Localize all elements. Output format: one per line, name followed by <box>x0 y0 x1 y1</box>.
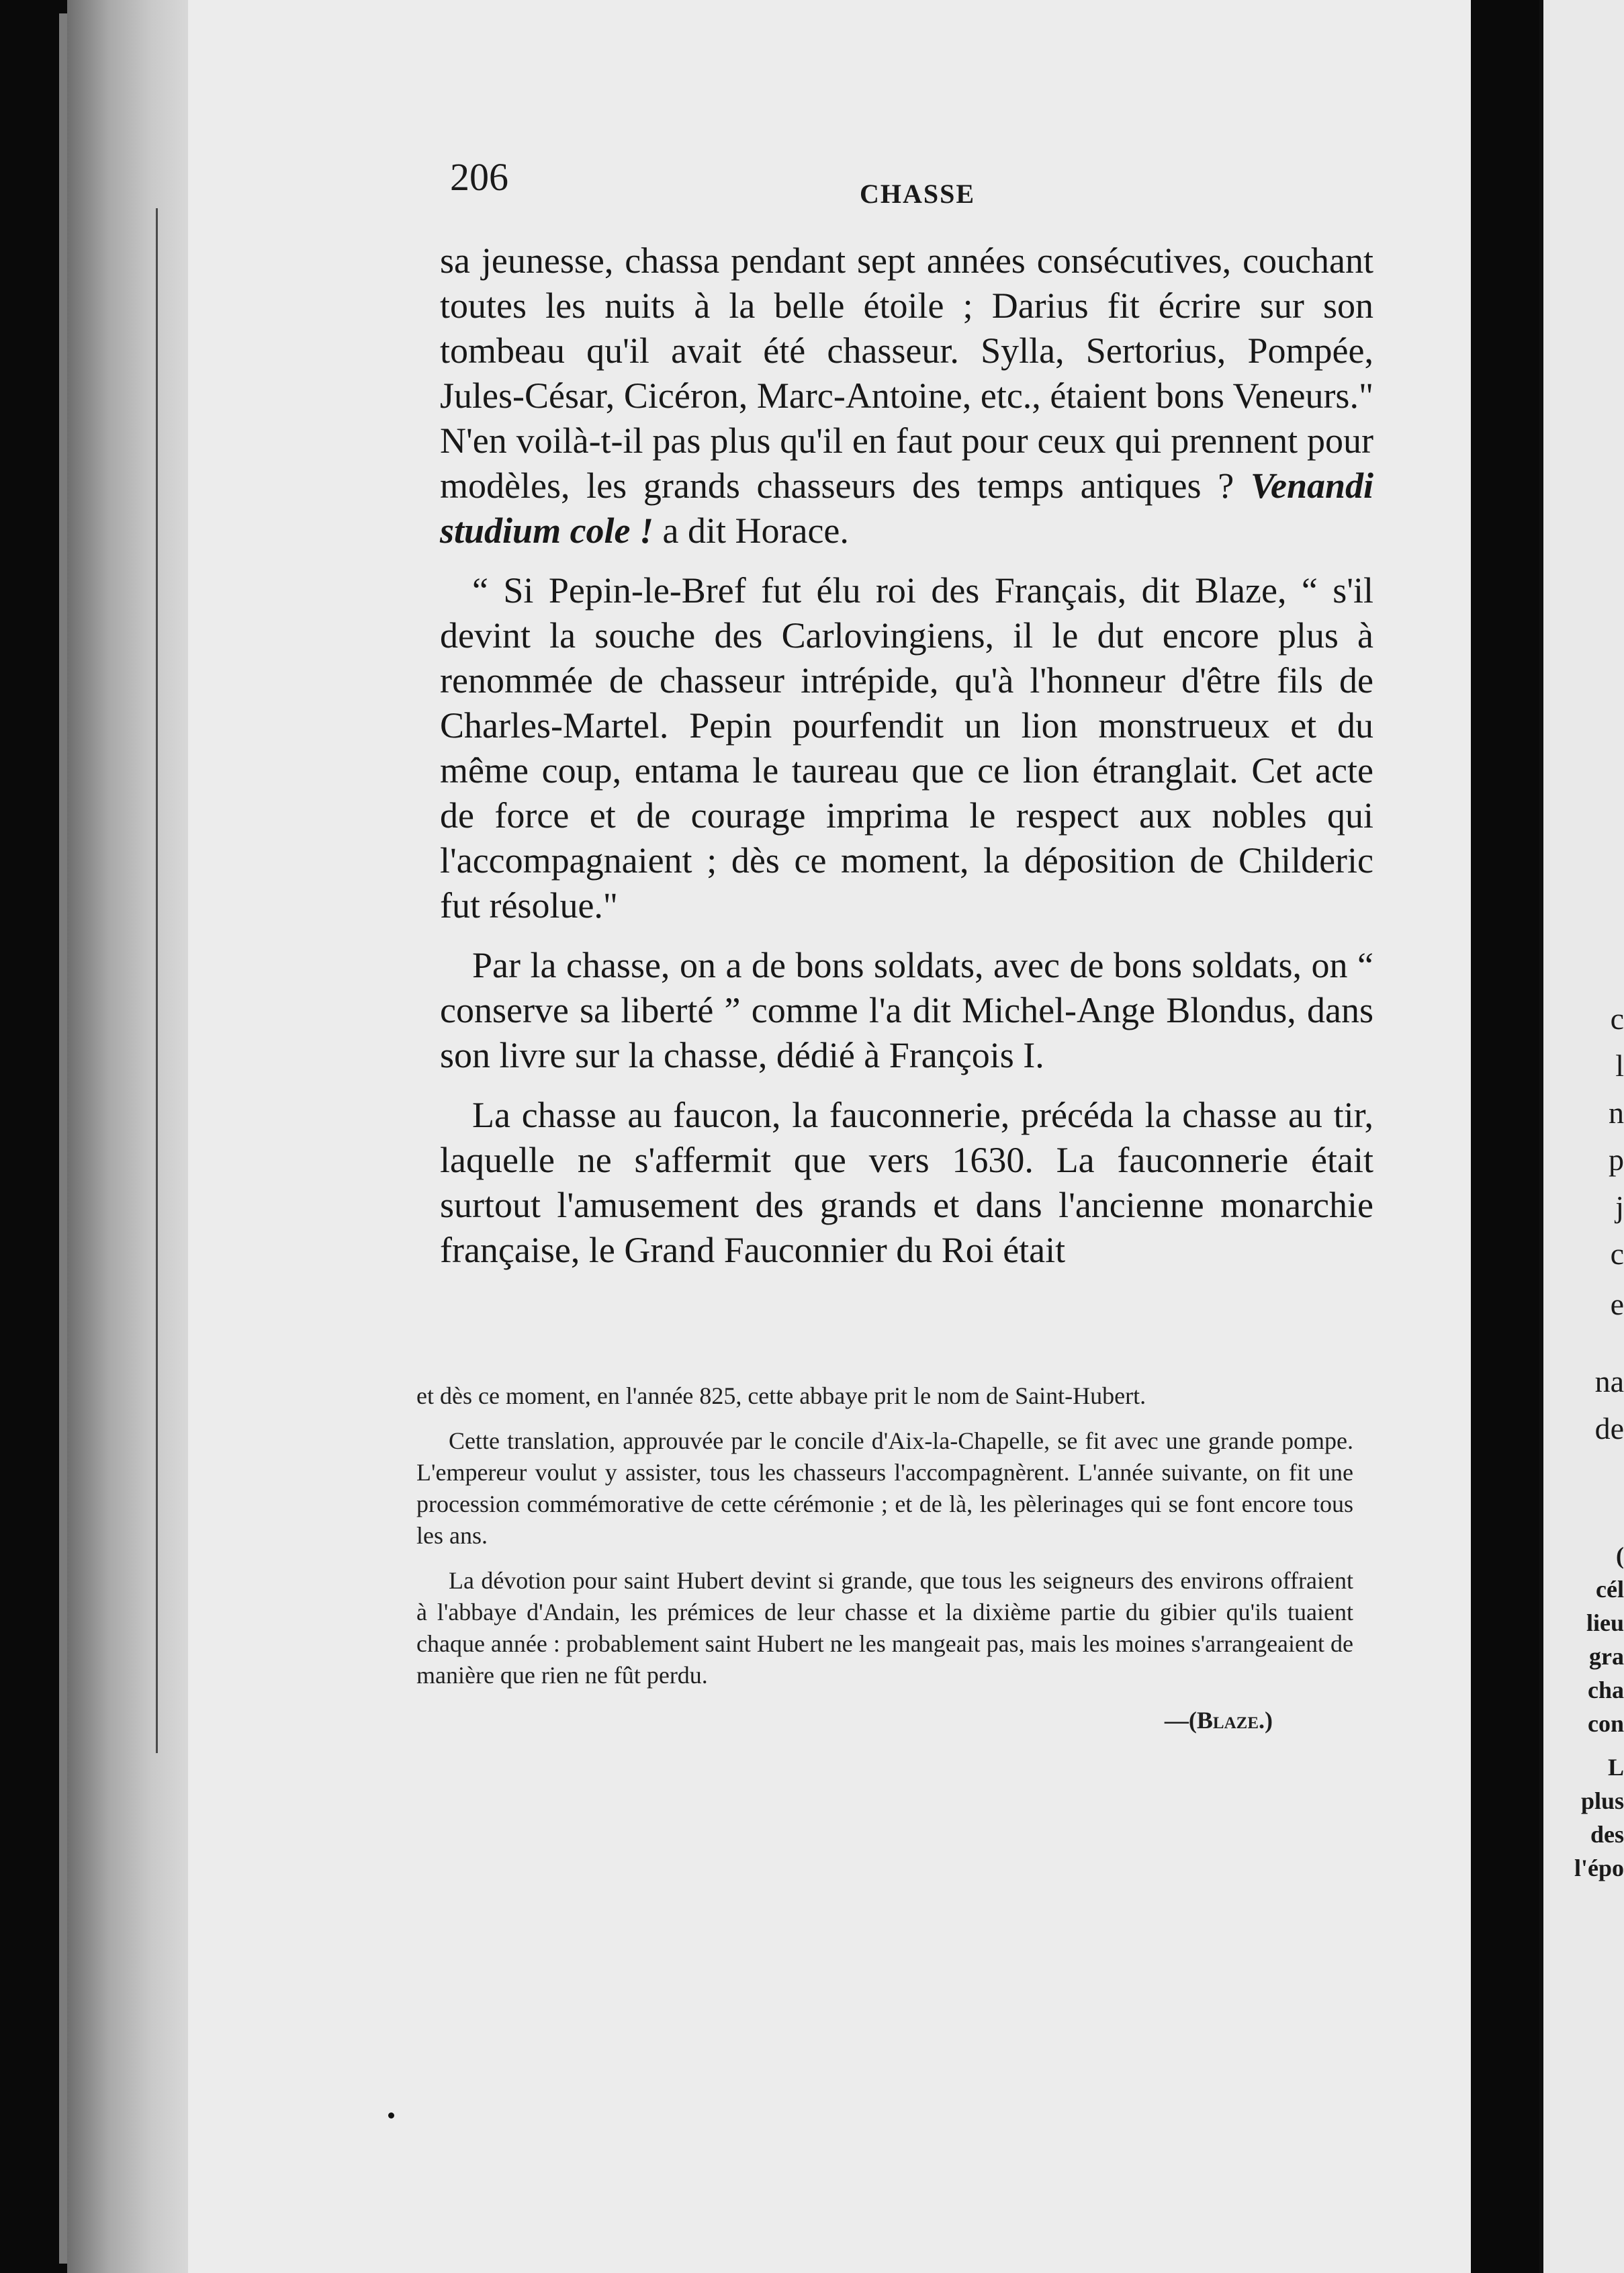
ink-speck <box>388 2112 394 2119</box>
facing-page-fragment: l <box>1615 1049 1624 1083</box>
binding-line <box>156 208 158 1753</box>
facing-page-fragment: des <box>1590 1821 1624 1848</box>
paragraph <box>440 238 1373 553</box>
facing-page-fragment: na <box>1594 1364 1624 1398</box>
facing-page-edge <box>1539 0 1624 2273</box>
facing-page-fragment: j <box>1615 1190 1624 1224</box>
facing-page-fragment: plus <box>1580 1787 1624 1814</box>
facing-page-fragment: l'épo <box>1574 1855 1624 1881</box>
main-text <box>440 238 1373 1288</box>
facing-page-fragment: c <box>1610 1001 1624 1036</box>
facing-page-fragment: cha <box>1588 1677 1624 1703</box>
footnote-signature: —(Blaze.) <box>1164 1707 1273 1734</box>
facing-page-fragment: gra <box>1589 1643 1624 1670</box>
facing-page-fragment: L <box>1607 1754 1624 1781</box>
page-edge-shadow <box>67 0 188 2273</box>
facing-page-fragment: p <box>1609 1143 1624 1177</box>
paragraph: “ Si Pepin-le-Bref fut élu roi des Français, dit Blaze, “ s'il devint la souche des Carlovingiens, il le dut encore plus à renommée de chasseur intrépide, qu'à l'honneur d'être fils de Charles-Martel. Pepin pourfendit un lion monstrueux et du même coup, entama le taureau que ce lion étranglait. Cet acte de force et de courage imprima le respect aux nobles qui l'accompagnaient ; dès ce moment, la déposition de Childeric fut résolue." <box>440 570 1373 926</box>
running-head: CHASSE <box>860 179 976 209</box>
facing-page-fragment: lieu <box>1586 1609 1624 1636</box>
paragraph: Par la chasse, on a de bons soldats, avec de bons soldats, on “ conserve sa liberté ” comme l'a dit Michel-Ange Blondus, dans son livre sur la chasse, dédié à François I. <box>440 945 1373 1075</box>
footnote: Cette translation, approuvée par le concile d'Aix-la-Chapelle, se fit avec une grande pompe. L'empereur voulut y assister, tous les chasseurs l'accompagnèrent. L'année suivante, on fit une procession commémorative de cette cérémonie ; et de là, les pèlerinages qui se font encore tous les ans. <box>416 1427 1353 1549</box>
paragraph: La chasse au faucon, la fauconnerie, précéda la chasse au tir, laquelle ne s'affermit que vers 1630. La fauconnerie était surtout l'amusement des grands et dans l'ancienne monarchie française, le Grand Fauconnier du Roi était <box>440 1095 1373 1270</box>
facing-page-fragment: n <box>1609 1096 1624 1130</box>
footnote: La dévotion pour saint Hubert devint si grande, que tous les seigneurs des environs offraient à l'abbaye d'Andain, les prémices de leur chasse et la dixième partie du gibier qu'ils tuaient chaque année : probablement saint Hubert ne les mangeait pas, mais les moines s'arrangeaient de manière que rien ne fût perdu. <box>416 1567 1353 1689</box>
footnotes <box>416 1380 1353 1736</box>
facing-page-fragment: con <box>1588 1710 1624 1737</box>
paragraph-text: a dit Horace. <box>662 510 849 551</box>
facing-page-fragment: de <box>1594 1411 1624 1445</box>
facing-page-fragment: c <box>1610 1237 1624 1271</box>
facing-page-fragment: cél <box>1596 1576 1624 1603</box>
page-header <box>450 154 1370 208</box>
page-number: 206 <box>450 155 508 199</box>
facing-page-fragment: ( <box>1616 1542 1624 1569</box>
footnote: et dès ce moment, en l'année 825, cette abbaye prit le nom de Saint-Hubert. <box>416 1382 1146 1409</box>
facing-page-fragment: e <box>1610 1287 1624 1321</box>
latin-quote: Venandi studium cole ! <box>440 465 1374 551</box>
paragraph-text: sa jeunesse, chassa pendant sept années consécutives, couchant toutes les nuits à la belle étoile ; Darius fit écrire sur son tombeau qu'il avait été chasseur. Sylla, Sertorius, Pompée, Jules-César, Cicéron, Marc-Antoine, etc., étaient bons Veneurs." N'en voilà-t-il pas plus qu'il en faut pour ceux qui prennent pour modèles, les grands chasseurs des temps antiques ? <box>440 240 1373 506</box>
